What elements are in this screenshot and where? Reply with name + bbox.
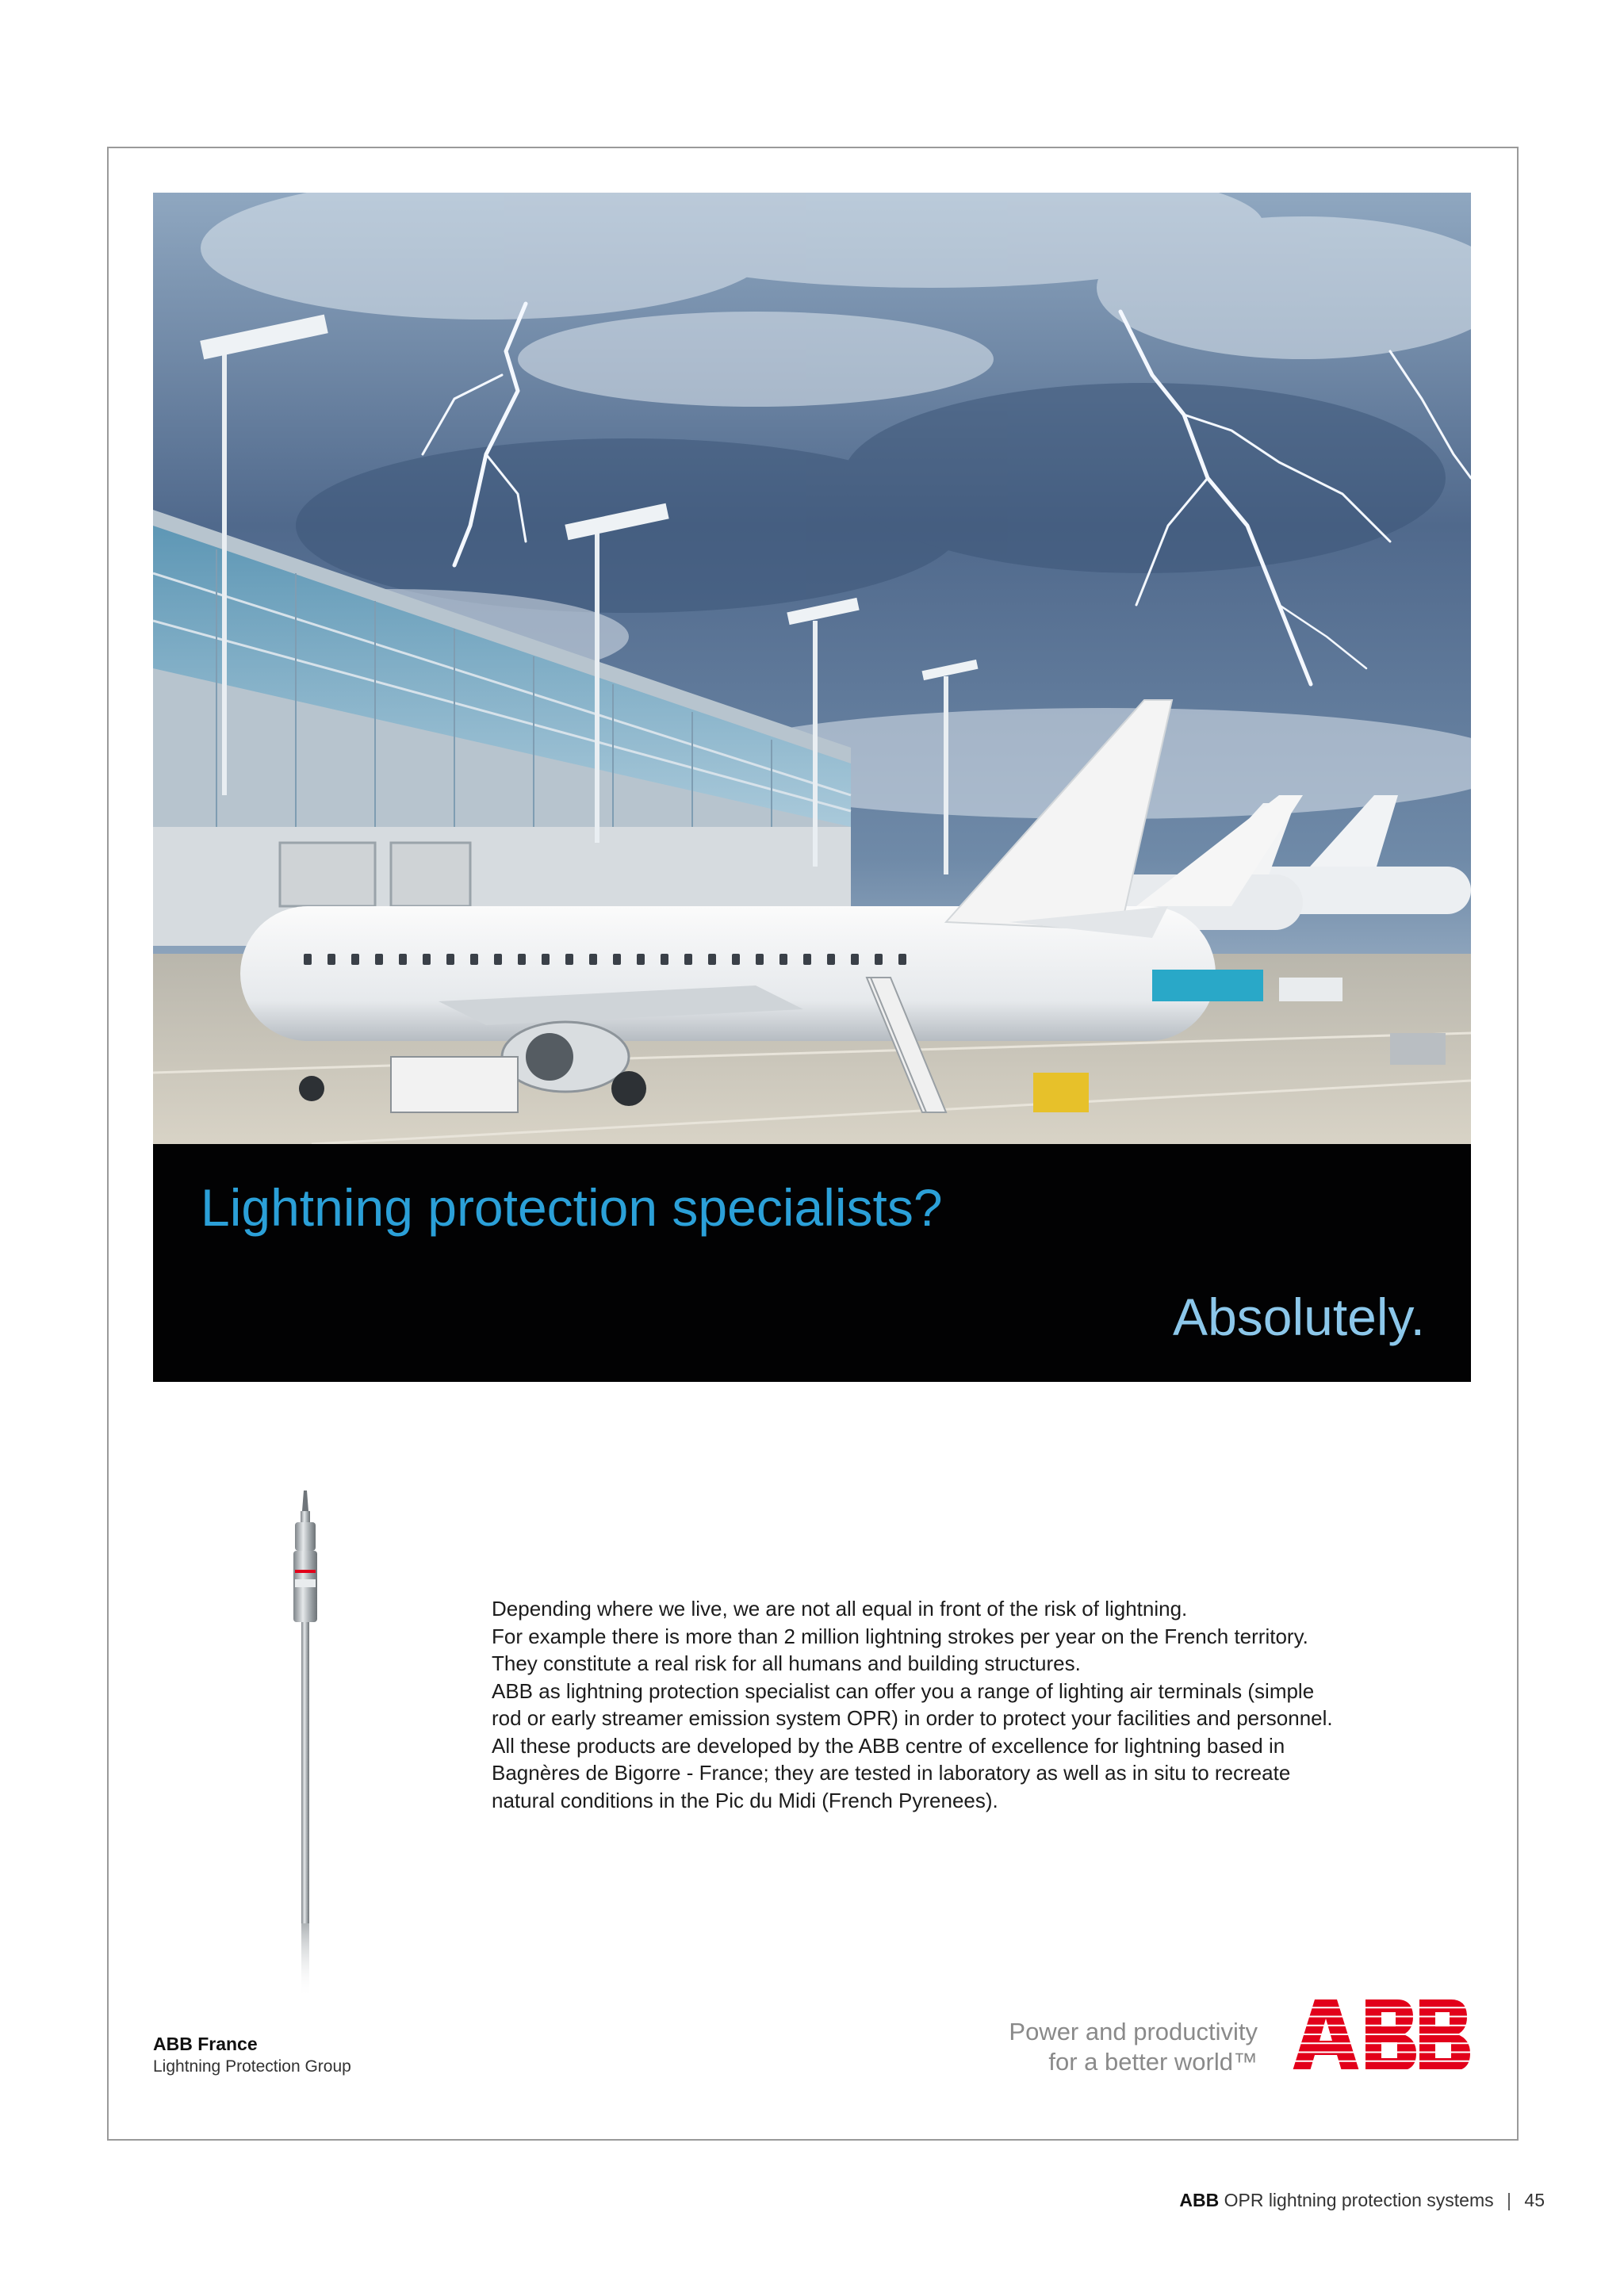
air-terminal-rod-image <box>278 1490 333 1998</box>
page-footer <box>1179 2190 1545 2211</box>
body-line: natural conditions in the Pic du Midi (French Pyrenees). <box>492 1788 998 1812</box>
headline-banner <box>153 1144 1471 1382</box>
footer-brand: ABB <box>1179 2190 1220 2210</box>
footer-separator: | <box>1507 2190 1512 2210</box>
footer-title: OPR lightning protection systems <box>1224 2190 1494 2210</box>
company-group: Lightning Protection Group <box>153 2057 351 2076</box>
body-line: Bagnères de Bigorre - France; they are tested in laboratory as well as in situ to recreate <box>492 1761 1291 1785</box>
tagline <box>1009 2017 1258 2077</box>
tagline-line-2: for a better world™ <box>1048 2048 1258 2076</box>
body-line: They constitute a real risk for all humans and building structures. <box>492 1651 1081 1675</box>
body-text <box>492 1595 1443 1814</box>
headline-answer: Absolutely. <box>1173 1288 1425 1346</box>
company-block <box>153 2032 351 2078</box>
abb-logo <box>1293 1999 1471 2071</box>
headline: Lightning protection specialists? <box>201 1178 943 1237</box>
body-line: rod or early streamer emission system OPR) in order to protect your facilities and personnel. <box>492 1706 1333 1730</box>
body-line: For example there is more than 2 million lightning strokes per year on the French territory. <box>492 1624 1308 1648</box>
body-line: All these products are developed by the ABB centre of excellence for lightning based in <box>492 1733 1285 1758</box>
hero-photo <box>153 193 1471 1144</box>
body-line: Depending where we live, we are not all equal in front of the risk of lightning. <box>492 1597 1188 1621</box>
page-number: 45 <box>1524 2190 1545 2210</box>
tagline-line-1: Power and productivity <box>1009 2018 1258 2045</box>
company-name: ABB France <box>153 2034 258 2054</box>
body-line: ABB as lightning protection specialist can offer you a range of lighting air terminals (simple <box>492 1678 1315 1703</box>
